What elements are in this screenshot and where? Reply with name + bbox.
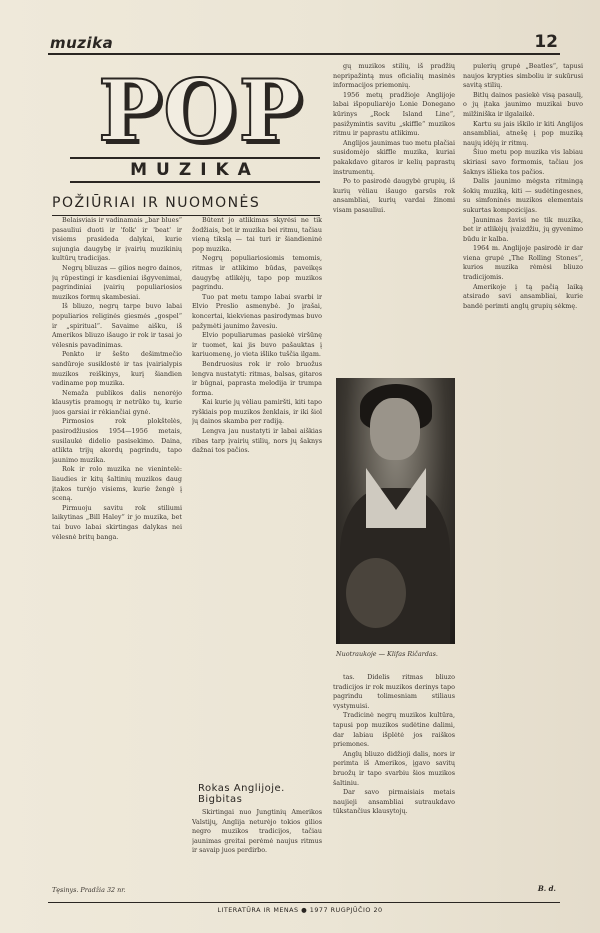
- page-number: 12: [534, 32, 558, 52]
- paragraph: Pirmuoju savitu rok stiliumi laikytinas „Bill Haley“ ir jo muzika, bet tai buvo labai skirtingas dalykas nei vėlesnė britų banga.: [52, 503, 182, 541]
- paragraph: 1956 metų pradžioje Anglijoje labai išpopuliarėjo Lonie Donegano kūrinys „Rock Island Line“, pasižymintis savitu „skiffle“ muzikos ritmu ir paprastu atlikimu.: [333, 90, 455, 138]
- article-subtitle: POŽIŪRIAI IR NUOMONĖS: [52, 195, 320, 216]
- paragraph: Jaunimas žavisi ne tik muzika, bet ir atlikėjų įvaizdžiu, jų gyvenimo būdu ir kalba.: [463, 215, 583, 243]
- footer-date: 1977 RUGPJŪČIO 20: [309, 906, 383, 914]
- footer: [0, 906, 600, 914]
- article-signature: B. d.: [537, 884, 556, 893]
- paragraph: Anglų bliuzo didžioji dalis, nors ir perimta iš Amerikos, įgavo savitų bruožų ir tapo svarbiu šios muzikos šaltiniu.: [333, 749, 455, 787]
- paragraph: 1964 m. Anglijoje pasirodė ir dar viena grupė „The Rolling Stones“, kurios muzika rėmėsi bliuzo tradicijomis.: [463, 244, 583, 282]
- photo-singer: [336, 378, 455, 644]
- footer-publication: LITERATŪRA IR MENAS: [217, 906, 299, 914]
- paragraph: pulerių grupė „Beatles“, tapusi naujos krypties simboliu ir sukūrusi savitą stilių.: [463, 62, 583, 90]
- photo-caption: Nuotraukoje — Klifas Ričardas.: [336, 650, 438, 658]
- paragraph: Būtent jo atlikimas skyrėsi ne tik žodžiais, bet ir muzika bei ritmu, tačiau vieną tikslą — tai turi ir šiandieninė pop muzika.: [192, 216, 322, 253]
- paragraph: Negrų bliuzas — gilios negro dainos, jų rūpestingi ir kasdieniai išgyvenimai, pagrindiniai įvairių populiariosios muzikos formų skambesiai.: [52, 263, 182, 301]
- paragraph: Kai kurie jų vėliau pamiršti, kiti tapo ryškiais pop muzikos ženklais, ir iki šiol jų dainos skamba per radiją.: [192, 398, 322, 426]
- title-block: [50, 61, 320, 185]
- photo-figure-face: [370, 398, 420, 460]
- paragraph: Šiuo metu pop muzika vis labiau skiriasi savo formomis, tačiau jos šaknys išlieka tos pačios.: [463, 148, 583, 176]
- paragraph: Anglijos jaunimas tuo metu plačiai susidomėjo skiffle muzika, kuriai pakakdavo gitaros ir kelių paprastų instrumentų.: [333, 138, 455, 176]
- text-column-3: [333, 62, 455, 370]
- paragraph: Lengva jau nustatyti ir labai aiškias ribas tarp įvairių stilių, nors jų šaknys dažnai tos pačios.: [192, 427, 322, 455]
- paragraph: Skirtingai nuo Jungtinių Amerikos Valstijų, Anglija neturėjo tokios gilios negro muzikos tradicijos, tačiau jaunimas greitai perėmė naujus ritmus ir savaip juos perdirbo.: [192, 808, 322, 855]
- title-muzika: MUZIKA: [70, 157, 320, 183]
- continuation-note: Tęsinys. Pradžia 32 nr.: [52, 886, 126, 894]
- text-column-2-continued: [192, 808, 322, 878]
- paragraph: Negrų populiariosiomis temomis, ritmas ir atlikimo būdas, paveikęs daugybę atlikėjų, tapo pop muzikos pagrindu.: [192, 254, 322, 292]
- section-heading: Rokas Anglijoje. Bigbitas: [198, 783, 285, 805]
- footer-separator: ●: [301, 906, 310, 914]
- paragraph: Bendruosius rok ir rolo bruožus lengva nustatyti: ritmas, balsas, gitaros ir būgnai, paprasta melodija ir trumpa forma.: [192, 359, 322, 397]
- paragraph: gų muzikos stilių, iš pradžių nepripažintą mus oficialių masinės informacijos priemonių.: [333, 62, 455, 90]
- text-column-3-continued: [333, 673, 455, 878]
- paragraph: Pirmosios rok plokštelės, pasirodžiusios 1954—1956 metais, susilaukė didelio pasisekimo. Daina, atlikta trijų akordų pagrindu, tapo jaunimo muzika.: [52, 417, 182, 464]
- section-rubric: muzika: [50, 34, 114, 52]
- paragraph: Iš bliuzo, negrų tarpe buvo labai populiarios religinės giesmės „gospel“ ir „spiritual“. Savaime aišku, iš Amerikos bliuzo išaugo ir rok ir tasai jo vėlesnis pavadinimas.: [52, 302, 182, 349]
- paragraph: Penkto ir šešto dešimtmečio sandūroje susiklostė ir tas įvairialypis muzikos reiškinys, kurį šiandien vadiname pop muzika.: [52, 350, 182, 388]
- title-pop: POP: [98, 61, 304, 160]
- header-rule: [48, 53, 560, 55]
- paragraph: Rok ir rolo muzika ne vienintelė: liaudies ir kitų šaltinių muzikos daug įtakos turėjo visiems, kurie žengė į sceną.: [52, 465, 182, 503]
- paragraph: Amerikoje į tą pačią laiką atsirado savi ansambliai, kurie bandė perimti anglų grupių sėkmę.: [463, 282, 583, 310]
- paragraph: Elvio populiarumas pasiekė viršūnę ir tuomet, kai jis buvo pašauktas į kariuomenę, jo vieta išliko tuščia ilgam.: [192, 331, 322, 359]
- photo-guitar: [346, 558, 406, 628]
- text-column-4: [463, 62, 583, 878]
- text-column-1: [52, 216, 182, 878]
- paragraph: Kartu su jais iškilo ir kiti Anglijos ansambliai, atnešę į pop muziką naujų idėjų ir ritmų.: [463, 119, 583, 147]
- paragraph: Belaisviais ir vadinamais „bar blues“ pasauliui duoti ir 'folk' ir 'beat' ir visiems prasideda dalykai, kurie sujungia daugybę ir įvairių muzikinių kultūrų tradicijas.: [52, 216, 182, 263]
- paragraph: Tuo pat metu tampo labai svarbi ir Elvio Preslio asmenybė. Jo įrašai, koncertai, kiekvienas pasirodymas buvo pažymėti jaunimo žavesiu.: [192, 292, 322, 330]
- paragraph: Po to pasirodė daugybė grupių, iš kurių vėliau išaugo garsūs rok ansambliai, kurių vardai žinomi visam pasauliui.: [333, 177, 455, 214]
- paragraph: Dar savo pirmaisiais metais naujieji ansambliai sutraukdavo tūkstančius klausytojų.: [333, 788, 455, 816]
- paragraph: Bitlų dainos pasiekė visą pasaulį, o jų įtaka jaunimo muzikai buvo milžiniška ir ilgalaikė.: [463, 90, 583, 118]
- paragraph: Dalis jaunimo mėgsta ritmingą šokių muziką, kiti — sudėtingesnes, su simfoninės muzikos elementais sukurtas kompozicijas.: [463, 177, 583, 214]
- paragraph: tas. Didelis ritmas bliuzo tradicijos ir rok muzikos derinys tapo pagrindu tolimesniam stiliaus vystymuisi.: [333, 673, 455, 710]
- footer-rule: [48, 902, 560, 903]
- paragraph: Nemaža publikos dalis nenorėjo klausytis pramogų ir netrūko tų, kurie juos garsiai ir rėkiančiai gynė.: [52, 388, 182, 416]
- paragraph: Tradicinė negrų muzikos kultūra, tapusi pop muzikos sudėtine dalimi, dar labiau išplėtė jos raiškos priemones.: [333, 711, 455, 749]
- text-column-2: [192, 216, 322, 720]
